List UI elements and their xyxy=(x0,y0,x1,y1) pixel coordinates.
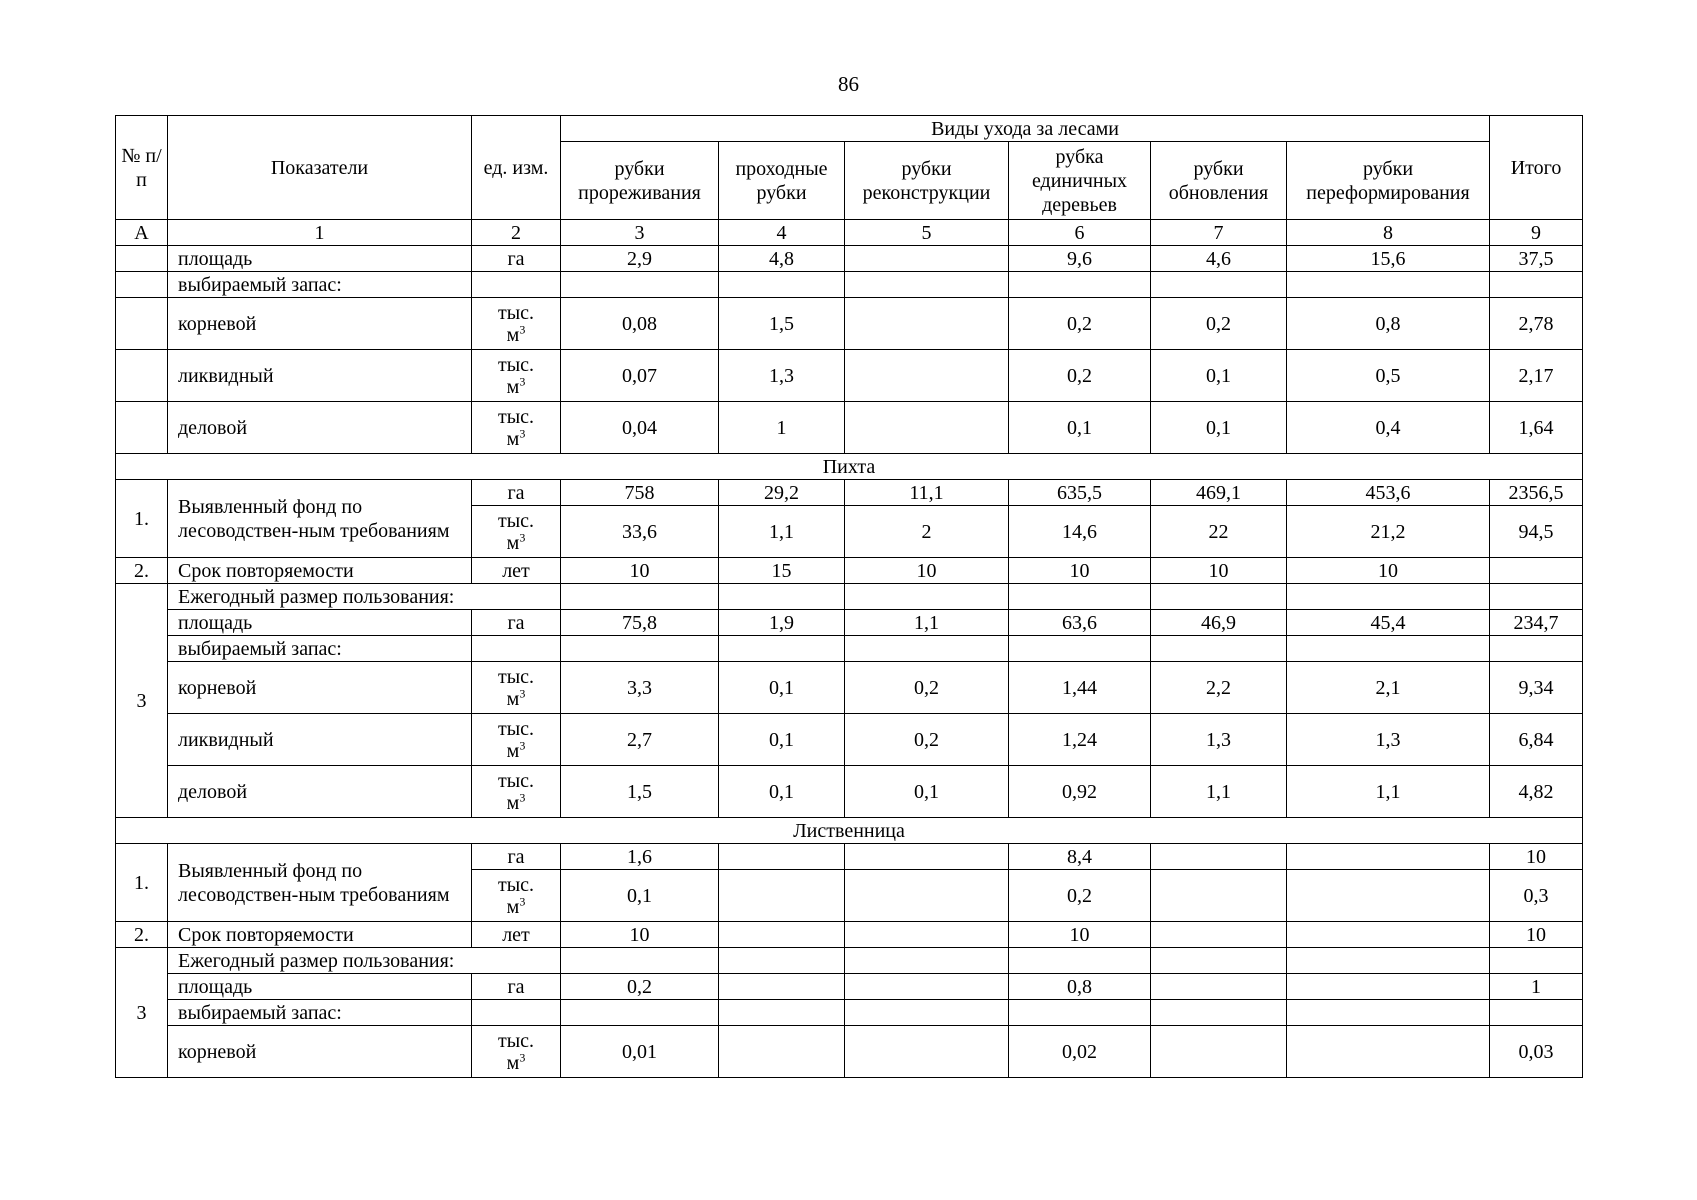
empty-cell xyxy=(1009,584,1151,610)
column-number: 4 xyxy=(719,220,845,246)
unit-m: м xyxy=(506,375,520,398)
table-row xyxy=(116,636,1583,662)
unit-m: м xyxy=(506,531,520,554)
row-number: 2. xyxy=(116,558,168,584)
value-cell: 6,84 xyxy=(1490,714,1583,766)
unit-cell xyxy=(472,714,561,766)
table-row xyxy=(116,766,1583,818)
value-cell: 0,2 xyxy=(1009,870,1151,922)
value-cell: 1,5 xyxy=(561,766,719,818)
value-cell: 11,1 xyxy=(845,480,1009,506)
value-cell: 0,1 xyxy=(845,766,1009,818)
empty-cell xyxy=(1009,948,1151,974)
value-cell: 1,3 xyxy=(719,350,845,402)
value-cell: 469,1 xyxy=(1151,480,1287,506)
unit-thous: тыс. xyxy=(497,405,535,428)
unit-cell: га xyxy=(472,246,561,272)
table-row xyxy=(116,1000,1583,1026)
header-type: проходные рубки xyxy=(719,142,845,220)
unit-power: 3 xyxy=(519,685,526,700)
value-cell xyxy=(1151,1026,1287,1078)
value-cell: 29,2 xyxy=(719,480,845,506)
value-cell: 10 xyxy=(1490,844,1583,870)
value-cell: 1,5 xyxy=(719,298,845,350)
table-cell: ликвидный xyxy=(168,350,472,402)
value-cell xyxy=(845,402,1009,454)
indicator-label: выбираемый запас: xyxy=(168,636,472,662)
column-number: 1 xyxy=(168,220,472,246)
value-cell xyxy=(845,844,1009,870)
value-cell: 0,2 xyxy=(561,974,719,1000)
indicator-label: Срок повторяемости xyxy=(168,558,472,584)
empty-cell xyxy=(1009,272,1151,298)
unit-cubic-meter xyxy=(476,373,556,398)
table-row xyxy=(116,402,1583,454)
unit-cell: га xyxy=(472,610,561,636)
value-cell xyxy=(845,870,1009,922)
value-cell: 0,04 xyxy=(561,402,719,454)
value-cell: 37,5 xyxy=(1490,246,1583,272)
column-number: 2 xyxy=(472,220,561,246)
value-cell xyxy=(1287,844,1490,870)
value-cell: 63,6 xyxy=(1009,610,1151,636)
value-cell: 4,8 xyxy=(719,246,845,272)
value-cell xyxy=(719,870,845,922)
unit-cubic-meter xyxy=(476,893,556,918)
empty-cell xyxy=(116,272,168,298)
unit-power: 3 xyxy=(519,373,526,388)
table-row xyxy=(116,246,1583,272)
unit-thous: тыс. xyxy=(497,769,535,792)
empty-cell xyxy=(1287,948,1490,974)
table-row xyxy=(116,1026,1583,1078)
unit-cell xyxy=(472,870,561,922)
unit-m: м xyxy=(506,427,520,450)
value-cell: 4,82 xyxy=(1490,766,1583,818)
unit-cell xyxy=(472,1026,561,1078)
empty-cell xyxy=(719,948,845,974)
value-cell: 0,8 xyxy=(1287,298,1490,350)
unit-power: 3 xyxy=(519,789,526,804)
indicator-label: площадь xyxy=(168,974,472,1000)
value-cell: 2,2 xyxy=(1151,662,1287,714)
table-row xyxy=(116,610,1583,636)
unit-m: м xyxy=(506,687,520,710)
value-cell: 0,4 xyxy=(1287,402,1490,454)
column-number: 5 xyxy=(845,220,1009,246)
table-cell: площадь xyxy=(168,246,472,272)
value-cell xyxy=(719,1026,845,1078)
unit-cubic-meter xyxy=(476,425,556,450)
row-number: 1. xyxy=(116,480,168,558)
value-cell: 0,07 xyxy=(561,350,719,402)
value-cell: 0,1 xyxy=(719,714,845,766)
value-cell xyxy=(845,246,1009,272)
empty-cell xyxy=(472,636,561,662)
empty-cell xyxy=(561,272,719,298)
empty-cell xyxy=(1490,272,1583,298)
value-cell xyxy=(719,922,845,948)
row-number: 1. xyxy=(116,844,168,922)
value-cell: 0,1 xyxy=(561,870,719,922)
empty-cell xyxy=(845,272,1009,298)
table-row xyxy=(116,714,1583,766)
empty-cell xyxy=(116,298,168,350)
header-row xyxy=(116,116,1583,142)
header-type: рубки обновления xyxy=(1151,142,1287,220)
unit-thous: тыс. xyxy=(497,353,535,376)
unit-thous: тыс. xyxy=(497,509,535,532)
value-cell: 758 xyxy=(561,480,719,506)
section-title-row xyxy=(116,454,1583,480)
value-cell: 8,4 xyxy=(1009,844,1151,870)
indicator-label: Ежегодный размер пользования: xyxy=(168,948,561,974)
value-cell: 0,3 xyxy=(1490,870,1583,922)
value-cell: 1,64 xyxy=(1490,402,1583,454)
value-cell: 1 xyxy=(1490,974,1583,1000)
indicator-label: Выявленный фонд по лесоводствен-ным требованиям xyxy=(168,844,472,922)
section-title: Лиственница xyxy=(116,818,1583,844)
empty-cell xyxy=(1287,584,1490,610)
indicator-label: площадь xyxy=(168,610,472,636)
value-cell: 33,6 xyxy=(561,506,719,558)
value-cell: 635,5 xyxy=(1009,480,1151,506)
unit-m: м xyxy=(506,791,520,814)
value-cell: 1,1 xyxy=(719,506,845,558)
value-cell: 0,2 xyxy=(1009,298,1151,350)
table-row xyxy=(116,272,1583,298)
value-cell xyxy=(1287,870,1490,922)
value-cell: 10 xyxy=(561,558,719,584)
value-cell: 2,1 xyxy=(1287,662,1490,714)
empty-cell xyxy=(1490,948,1583,974)
value-cell: 10 xyxy=(1490,922,1583,948)
column-number: 3 xyxy=(561,220,719,246)
empty-cell xyxy=(719,272,845,298)
empty-cell xyxy=(1151,1000,1287,1026)
empty-cell xyxy=(116,350,168,402)
value-cell: 4,6 xyxy=(1151,246,1287,272)
empty-cell xyxy=(719,1000,845,1026)
column-number: 7 xyxy=(1151,220,1287,246)
value-cell: 2,78 xyxy=(1490,298,1583,350)
unit-cubic-meter xyxy=(476,789,556,814)
value-cell: 10 xyxy=(1151,558,1287,584)
empty-cell xyxy=(561,636,719,662)
table-row xyxy=(116,948,1583,974)
unit-m: м xyxy=(506,895,520,918)
header-indicators: Показатели xyxy=(168,116,472,220)
value-cell xyxy=(719,844,845,870)
empty-cell xyxy=(1009,1000,1151,1026)
value-cell xyxy=(845,298,1009,350)
empty-cell xyxy=(1009,636,1151,662)
value-cell xyxy=(1151,974,1287,1000)
row-number: 3 xyxy=(116,948,168,1078)
value-cell: 0,1 xyxy=(1009,402,1151,454)
unit-cubic-meter xyxy=(476,1049,556,1074)
table-row xyxy=(116,922,1583,948)
value-cell: 1,24 xyxy=(1009,714,1151,766)
table-row xyxy=(116,844,1583,870)
unit-cubic-meter xyxy=(476,321,556,346)
table-row xyxy=(116,584,1583,610)
value-cell xyxy=(1151,922,1287,948)
unit-m: м xyxy=(506,323,520,346)
unit-cell xyxy=(472,298,561,350)
unit-m: м xyxy=(506,1051,520,1074)
empty-cell xyxy=(845,584,1009,610)
unit-cell: лет xyxy=(472,922,561,948)
value-cell: 2,17 xyxy=(1490,350,1583,402)
empty-cell xyxy=(1151,584,1287,610)
unit-thous: тыс. xyxy=(497,717,535,740)
page-number: 86 xyxy=(838,72,859,96)
forest-care-table xyxy=(115,115,1583,1078)
table-row xyxy=(116,298,1583,350)
value-cell: 1 xyxy=(719,402,845,454)
unit-cell xyxy=(472,506,561,558)
column-number: 8 xyxy=(1287,220,1490,246)
column-number: 9 xyxy=(1490,220,1583,246)
value-cell: 1,9 xyxy=(719,610,845,636)
unit-cell xyxy=(472,766,561,818)
value-cell: 15,6 xyxy=(1287,246,1490,272)
value-cell: 1,1 xyxy=(1287,766,1490,818)
table-cell: корневой xyxy=(168,298,472,350)
value-cell: 0,08 xyxy=(561,298,719,350)
empty-cell xyxy=(719,584,845,610)
header-type: рубки переформирования xyxy=(1287,142,1490,220)
table-cell: деловой xyxy=(168,402,472,454)
value-cell: 45,4 xyxy=(1287,610,1490,636)
column-number: А xyxy=(116,220,168,246)
empty-cell xyxy=(1287,1000,1490,1026)
value-cell: 10 xyxy=(561,922,719,948)
value-cell: 2,9 xyxy=(561,246,719,272)
empty-cell xyxy=(845,1000,1009,1026)
table-row xyxy=(116,662,1583,714)
unit-thous: тыс. xyxy=(497,1029,535,1052)
value-cell: 15 xyxy=(719,558,845,584)
value-cell xyxy=(1287,1026,1490,1078)
empty-cell xyxy=(1287,636,1490,662)
unit-cubic-meter xyxy=(476,737,556,762)
value-cell xyxy=(1287,974,1490,1000)
value-cell: 1,1 xyxy=(1151,766,1287,818)
value-cell xyxy=(845,1026,1009,1078)
column-number-row xyxy=(116,220,1583,246)
unit-power: 3 xyxy=(519,425,526,440)
unit-power: 3 xyxy=(519,529,526,544)
value-cell: 0,2 xyxy=(845,662,1009,714)
value-cell: 1,3 xyxy=(1287,714,1490,766)
unit-thous: тыс. xyxy=(497,665,535,688)
value-cell xyxy=(845,974,1009,1000)
value-cell: 0,1 xyxy=(719,766,845,818)
indicator-label: выбираемый запас: xyxy=(168,1000,472,1026)
value-cell: 0,02 xyxy=(1009,1026,1151,1078)
row-number: 3 xyxy=(116,584,168,818)
value-cell: 46,9 xyxy=(1151,610,1287,636)
indicator-label: корневой xyxy=(168,662,472,714)
table-cell: выбираемый запас: xyxy=(168,272,472,298)
value-cell: 0,92 xyxy=(1009,766,1151,818)
header-group: Виды ухода за лесами xyxy=(561,116,1490,142)
value-cell: 0,1 xyxy=(1151,350,1287,402)
value-cell: 0,2 xyxy=(1151,298,1287,350)
value-cell: 1,1 xyxy=(845,610,1009,636)
empty-cell xyxy=(1490,636,1583,662)
unit-power: 3 xyxy=(519,737,526,752)
table-row xyxy=(116,558,1583,584)
unit-cell xyxy=(472,662,561,714)
unit-power: 3 xyxy=(519,321,526,336)
value-cell xyxy=(1490,558,1583,584)
empty-cell xyxy=(561,584,719,610)
empty-cell xyxy=(1151,636,1287,662)
value-cell: 0,5 xyxy=(1287,350,1490,402)
value-cell: 14,6 xyxy=(1009,506,1151,558)
row-number: 2. xyxy=(116,922,168,948)
value-cell: 1,3 xyxy=(1151,714,1287,766)
empty-cell xyxy=(561,1000,719,1026)
indicator-label: Выявленный фонд по лесоводствен-ным требованиям xyxy=(168,480,472,558)
table-row xyxy=(116,480,1583,506)
value-cell xyxy=(1151,844,1287,870)
value-cell: 9,34 xyxy=(1490,662,1583,714)
value-cell: 2,7 xyxy=(561,714,719,766)
unit-power: 3 xyxy=(519,893,526,908)
section-title: Пихта xyxy=(116,454,1583,480)
indicator-label: Ежегодный размер пользования: xyxy=(168,584,561,610)
value-cell: 0,1 xyxy=(1151,402,1287,454)
unit-thous: тыс. xyxy=(497,301,535,324)
value-cell: 2356,5 xyxy=(1490,480,1583,506)
header-num: № п/п xyxy=(116,116,168,220)
value-cell: 10 xyxy=(1009,558,1151,584)
value-cell: 2 xyxy=(845,506,1009,558)
value-cell xyxy=(1287,922,1490,948)
empty-cell xyxy=(472,272,561,298)
unit-cell: га xyxy=(472,974,561,1000)
unit-cell: лет xyxy=(472,558,561,584)
empty-cell xyxy=(116,246,168,272)
empty-cell xyxy=(472,1000,561,1026)
value-cell: 453,6 xyxy=(1287,480,1490,506)
value-cell xyxy=(1151,870,1287,922)
unit-cubic-meter xyxy=(476,529,556,554)
empty-cell xyxy=(1490,1000,1583,1026)
empty-cell xyxy=(1287,272,1490,298)
column-number: 6 xyxy=(1009,220,1151,246)
unit-thous: тыс. xyxy=(497,873,535,896)
empty-cell xyxy=(845,948,1009,974)
value-cell: 0,2 xyxy=(1009,350,1151,402)
unit-cell xyxy=(472,350,561,402)
value-cell: 10 xyxy=(1287,558,1490,584)
unit-cell: га xyxy=(472,480,561,506)
value-cell: 10 xyxy=(1009,922,1151,948)
empty-cell xyxy=(1490,584,1583,610)
value-cell: 3,3 xyxy=(561,662,719,714)
indicator-label: Срок повторяемости xyxy=(168,922,472,948)
value-cell: 94,5 xyxy=(1490,506,1583,558)
header-total: Итого xyxy=(1490,116,1583,220)
value-cell: 10 xyxy=(845,558,1009,584)
unit-cell: га xyxy=(472,844,561,870)
value-cell xyxy=(845,350,1009,402)
indicator-label: деловой xyxy=(168,766,472,818)
value-cell xyxy=(845,922,1009,948)
value-cell: 21,2 xyxy=(1287,506,1490,558)
empty-cell xyxy=(1151,272,1287,298)
header-type: рубки реконструкции xyxy=(845,142,1009,220)
unit-cell xyxy=(472,402,561,454)
value-cell: 0,2 xyxy=(845,714,1009,766)
section-title-row xyxy=(116,818,1583,844)
header-type: рубки прореживания xyxy=(561,142,719,220)
value-cell: 234,7 xyxy=(1490,610,1583,636)
empty-cell xyxy=(845,636,1009,662)
unit-cubic-meter xyxy=(476,685,556,710)
value-cell: 0,1 xyxy=(719,662,845,714)
value-cell: 0,8 xyxy=(1009,974,1151,1000)
empty-cell xyxy=(719,636,845,662)
value-cell xyxy=(719,974,845,1000)
header-unit: ед. изм. xyxy=(472,116,561,220)
header-type: рубка единичных деревьев xyxy=(1009,142,1151,220)
value-cell: 0,01 xyxy=(561,1026,719,1078)
value-cell: 75,8 xyxy=(561,610,719,636)
indicator-label: корневой xyxy=(168,1026,472,1078)
value-cell: 1,6 xyxy=(561,844,719,870)
value-cell: 22 xyxy=(1151,506,1287,558)
value-cell: 0,03 xyxy=(1490,1026,1583,1078)
empty-cell xyxy=(116,402,168,454)
empty-cell xyxy=(1151,948,1287,974)
table-row xyxy=(116,974,1583,1000)
value-cell: 1,44 xyxy=(1009,662,1151,714)
empty-cell xyxy=(561,948,719,974)
table-row xyxy=(116,350,1583,402)
unit-power: 3 xyxy=(519,1049,526,1064)
indicator-label: ликвидный xyxy=(168,714,472,766)
value-cell: 9,6 xyxy=(1009,246,1151,272)
unit-m: м xyxy=(506,739,520,762)
